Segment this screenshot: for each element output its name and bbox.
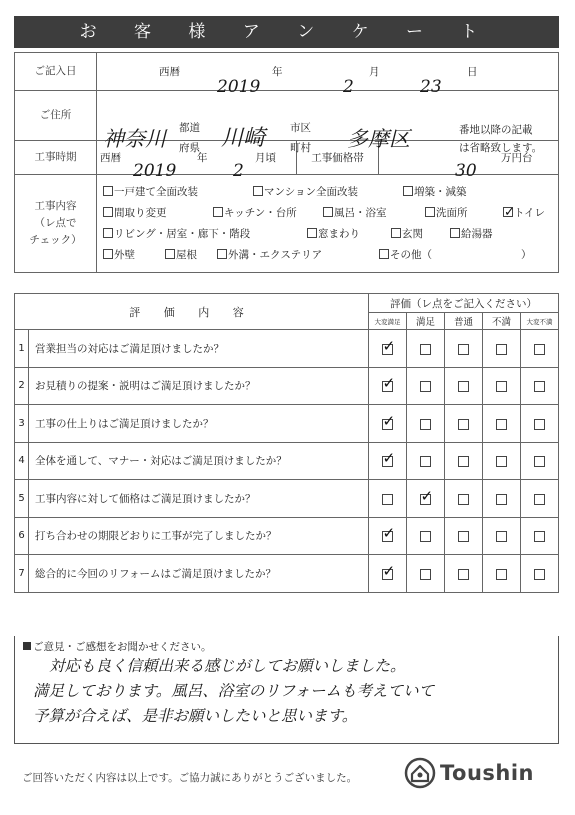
work-option-label: リビング・居室・廊下・階段 — [114, 227, 251, 240]
brand-name: Toushin — [440, 761, 535, 785]
question-number: 7 — [15, 555, 29, 593]
work-option-label: 増築・減築 — [414, 185, 467, 198]
address-city: 川崎 — [221, 125, 266, 151]
entry-day: 23 — [420, 76, 442, 97]
rating-cell — [407, 517, 445, 555]
rating-cell — [483, 480, 521, 518]
rating-checkbox[interactable] — [382, 344, 393, 355]
checkbox[interactable] — [403, 186, 413, 196]
checkbox[interactable] — [165, 249, 175, 259]
rating-cell — [369, 367, 407, 405]
rating-cell — [445, 442, 483, 480]
rating-checkbox[interactable] — [420, 456, 431, 467]
rating-label: 満足 — [407, 313, 445, 330]
comment-line-3: 予算が合えば、是非お願いしたいと思います。 — [33, 707, 358, 725]
work-label-1: 工事内容 — [34, 200, 77, 213]
rating-checkbox[interactable] — [382, 456, 393, 467]
period-year: 2019 — [133, 160, 177, 181]
period-era: 西暦 — [100, 152, 121, 164]
rating-cell — [483, 330, 521, 368]
work-option[interactable] — [103, 245, 135, 266]
rating-checkbox[interactable] — [458, 531, 469, 542]
rating-label: 不満 — [483, 313, 521, 330]
city-suffix-top: 市区 — [290, 121, 311, 134]
work-option-label: キッチン・台所 — [224, 206, 297, 219]
rating-cell — [521, 442, 559, 480]
question-row — [15, 330, 559, 368]
work-option[interactable] — [307, 224, 360, 245]
checkbox[interactable] — [450, 228, 460, 238]
work-option-label: トイレ — [514, 206, 545, 219]
checkbox[interactable] — [103, 249, 113, 259]
work-option-label: マンション全面改装 — [264, 185, 359, 198]
entry-month-unit: 月 — [369, 66, 380, 78]
rating-checkbox[interactable] — [496, 419, 507, 430]
house-icon — [404, 757, 436, 789]
question-text: 打ち合わせの期限どおりに工事が完了しましたか？ — [29, 517, 369, 555]
rating-cell — [521, 480, 559, 518]
checkbox[interactable] — [213, 207, 223, 217]
entry-year-unit: 年 — [272, 66, 283, 78]
customer-info-table — [14, 52, 559, 273]
comment-line-1: 対応も良く信頼出来る感じがしてお願いしました。 — [49, 657, 406, 675]
question-text: お見積りの提案・説明はご満足頂けましたか？ — [29, 367, 369, 405]
rating-checkbox[interactable] — [420, 531, 431, 542]
rating-checkbox[interactable] — [420, 569, 431, 580]
entry-date-label: ご記入日 — [15, 53, 97, 91]
rating-cell — [521, 330, 559, 368]
rating-checkbox[interactable] — [382, 569, 393, 580]
question-row — [15, 480, 559, 518]
work-option-label: 屋根 — [176, 248, 197, 261]
rating-checkbox[interactable] — [382, 381, 393, 392]
work-line — [103, 245, 552, 266]
comment-label: ご意見・ご感想をお聞かせください。 — [33, 641, 212, 653]
address-row — [15, 91, 559, 141]
work-option-label: 間取り変更 — [114, 206, 167, 219]
question-row — [15, 405, 559, 443]
work-line — [103, 224, 552, 245]
price-value: 30 — [455, 160, 477, 181]
work-option-label: 給湯器 — [461, 227, 493, 240]
period-month: 2 — [233, 160, 244, 181]
rating-checkbox[interactable] — [496, 456, 507, 467]
address-note-2: は省略致します。 — [459, 141, 543, 154]
rating-cell — [369, 405, 407, 443]
work-option-label: 窓まわり — [318, 227, 360, 240]
rating-checkbox[interactable] — [458, 419, 469, 430]
rating-cell — [483, 405, 521, 443]
other-close-paren: ） — [521, 248, 532, 261]
question-text: 全体を通して、マナー・対応はご満足頂けましたか？ — [29, 442, 369, 480]
work-option-label: 風呂・浴室 — [334, 206, 387, 219]
work-option[interactable] — [165, 245, 197, 266]
entry-year: 2019 — [217, 76, 261, 97]
rating-checkbox[interactable] — [534, 569, 545, 580]
address-label: ご住所 — [15, 91, 97, 141]
question-number: 4 — [15, 442, 29, 480]
work-option[interactable] — [253, 182, 358, 203]
work-option-label: その他（ — [390, 248, 432, 261]
rating-cell — [407, 367, 445, 405]
rating-cell — [407, 480, 445, 518]
rating-cell — [483, 367, 521, 405]
checkbox[interactable] — [425, 207, 435, 217]
checkbox[interactable] — [307, 228, 317, 238]
question-text: 総合的に今回のリフォームはご満足頂けましたか？ — [29, 555, 369, 593]
survey-title: お 客 様 ア ン ケ ー ト — [14, 16, 559, 48]
rating-checkbox[interactable] — [496, 494, 507, 505]
work-option[interactable] — [213, 203, 297, 224]
work-option-label: 外溝・エクステリア — [228, 248, 323, 261]
rating-checkbox[interactable] — [420, 381, 431, 392]
address-ward: 多摩区 — [347, 126, 410, 151]
work-option[interactable] — [103, 224, 250, 245]
rating-checkbox[interactable] — [458, 381, 469, 392]
work-option[interactable] — [391, 224, 423, 245]
question-number: 3 — [15, 405, 29, 443]
rating-cell — [369, 517, 407, 555]
rating-cell — [521, 555, 559, 593]
period-year-unit: 年 — [197, 152, 208, 164]
question-number: 6 — [15, 517, 29, 555]
pref-suffix-top: 都道 — [179, 121, 200, 134]
period-month-unit: 月頃 — [255, 152, 276, 164]
rating-cell — [407, 442, 445, 480]
rating-checkbox[interactable] — [534, 344, 545, 355]
work-option-label: 洗面所 — [436, 206, 468, 219]
work-line — [103, 203, 552, 224]
question-number: 1 — [15, 330, 29, 368]
rating-checkbox[interactable] — [458, 344, 469, 355]
rating-checkbox[interactable] — [420, 344, 431, 355]
rating-checkbox[interactable] — [534, 456, 545, 467]
price-label: 工事価格帯 — [297, 141, 379, 175]
rating-cell — [445, 330, 483, 368]
rating-cell — [407, 555, 445, 593]
checkbox[interactable] — [103, 207, 113, 217]
rating-checkbox[interactable] — [496, 381, 507, 392]
checkbox[interactable] — [503, 207, 513, 217]
thanks-text: ご回答いただく内容は以上です。ご協力誠にありがとうございました。 — [22, 772, 358, 784]
work-label-2: （レ点で — [34, 217, 77, 230]
entry-day-unit: 日 — [467, 66, 478, 78]
rating-cell — [369, 480, 407, 518]
rating-label: 大変不満 — [521, 313, 559, 330]
work-option[interactable] — [217, 245, 322, 266]
rating-cell — [521, 405, 559, 443]
work-line — [103, 182, 552, 203]
entry-era: 西暦 — [159, 66, 180, 78]
checkbox[interactable] — [391, 228, 401, 238]
work-label — [15, 175, 97, 273]
work-option-label: 玄関 — [402, 227, 423, 240]
rating-checkbox[interactable] — [382, 419, 393, 430]
rating-cell — [445, 517, 483, 555]
checkbox[interactable] — [379, 249, 389, 259]
entry-date-field[interactable] — [97, 53, 559, 97]
eval-header: 評 価 内 容 — [15, 294, 369, 330]
checkbox[interactable] — [323, 207, 333, 217]
work-option-label: 一戸建て全面改装 — [114, 185, 198, 198]
rating-checkbox[interactable] — [458, 569, 469, 580]
rating-cell — [369, 442, 407, 480]
rating-cell — [483, 517, 521, 555]
entry-month: 2 — [343, 76, 354, 97]
work-option[interactable] — [503, 203, 545, 224]
question-text: 工事の仕上りはご満足頂けましたか？ — [29, 405, 369, 443]
address-prefecture: 神奈川 — [103, 126, 166, 151]
question-row — [15, 367, 559, 405]
rating-checkbox[interactable] — [534, 531, 545, 542]
rating-checkbox[interactable] — [534, 494, 545, 505]
work-option[interactable] — [403, 182, 467, 203]
rating-cell — [407, 405, 445, 443]
question-row — [15, 442, 559, 480]
rating-checkbox[interactable] — [458, 456, 469, 467]
brand-logo — [404, 757, 534, 789]
checkbox[interactable] — [217, 249, 227, 259]
price-unit: 万円台 — [501, 152, 533, 164]
rating-label: 普通 — [445, 313, 483, 330]
work-option[interactable] — [323, 203, 387, 224]
rating-cell — [445, 367, 483, 405]
rating-checkbox[interactable] — [458, 494, 469, 505]
comment-box[interactable] — [14, 636, 559, 744]
checkbox[interactable] — [103, 186, 113, 196]
work-option[interactable] — [425, 203, 468, 224]
question-number: 2 — [15, 367, 29, 405]
work-option[interactable] — [450, 224, 493, 245]
checkbox[interactable] — [253, 186, 263, 196]
question-row — [15, 555, 559, 593]
rating-cell — [445, 405, 483, 443]
work-option-label: 外壁 — [114, 248, 135, 261]
eval-header-row-1 — [15, 294, 559, 313]
rating-header: 評価（レ点をご記入ください） — [369, 294, 559, 313]
city-suffix-bottom: 町村 — [290, 141, 311, 154]
checkbox[interactable] — [103, 228, 113, 238]
question-number: 5 — [15, 480, 29, 518]
pref-suffix-bottom: 府県 — [179, 141, 200, 154]
question-text: 営業担当の対応はご満足頂けましたか？ — [29, 330, 369, 368]
rating-cell — [445, 555, 483, 593]
rating-cell — [483, 442, 521, 480]
rating-cell — [521, 517, 559, 555]
rating-cell — [521, 367, 559, 405]
work-label-3: チェック） — [29, 233, 82, 246]
work-row — [15, 175, 559, 273]
comment-bullet-icon — [23, 642, 31, 650]
question-text: 工事内容に対して価格はご満足頂けましたか？ — [29, 480, 369, 518]
address-note-1: 番地以降の記載 — [459, 123, 533, 136]
rating-cell — [445, 480, 483, 518]
address-field[interactable] — [97, 91, 559, 154]
rating-checkbox[interactable] — [534, 381, 545, 392]
rating-cell — [369, 330, 407, 368]
entry-date-row — [15, 53, 559, 91]
work-option[interactable] — [103, 203, 167, 224]
rating-checkbox[interactable] — [534, 419, 545, 430]
comment-line-2: 満足しております。風呂、浴室のリフォームも考えていて — [33, 682, 434, 700]
rating-cell — [483, 555, 521, 593]
work-option[interactable] — [379, 245, 432, 266]
rating-label: 大変満足 — [369, 313, 407, 330]
work-option[interactable] — [103, 182, 198, 203]
work-checklist — [97, 175, 559, 273]
period-label: 工事時期 — [15, 141, 97, 175]
rating-checkbox[interactable] — [420, 494, 431, 505]
rating-checkbox[interactable] — [382, 531, 393, 542]
question-row — [15, 517, 559, 555]
rating-checkbox[interactable] — [496, 569, 507, 580]
rating-cell — [369, 555, 407, 593]
evaluation-table — [14, 293, 559, 593]
rating-checkbox[interactable] — [496, 531, 507, 542]
rating-checkbox[interactable] — [496, 344, 507, 355]
rating-cell — [407, 330, 445, 368]
rating-checkbox[interactable] — [382, 494, 393, 505]
rating-checkbox[interactable] — [420, 419, 431, 430]
